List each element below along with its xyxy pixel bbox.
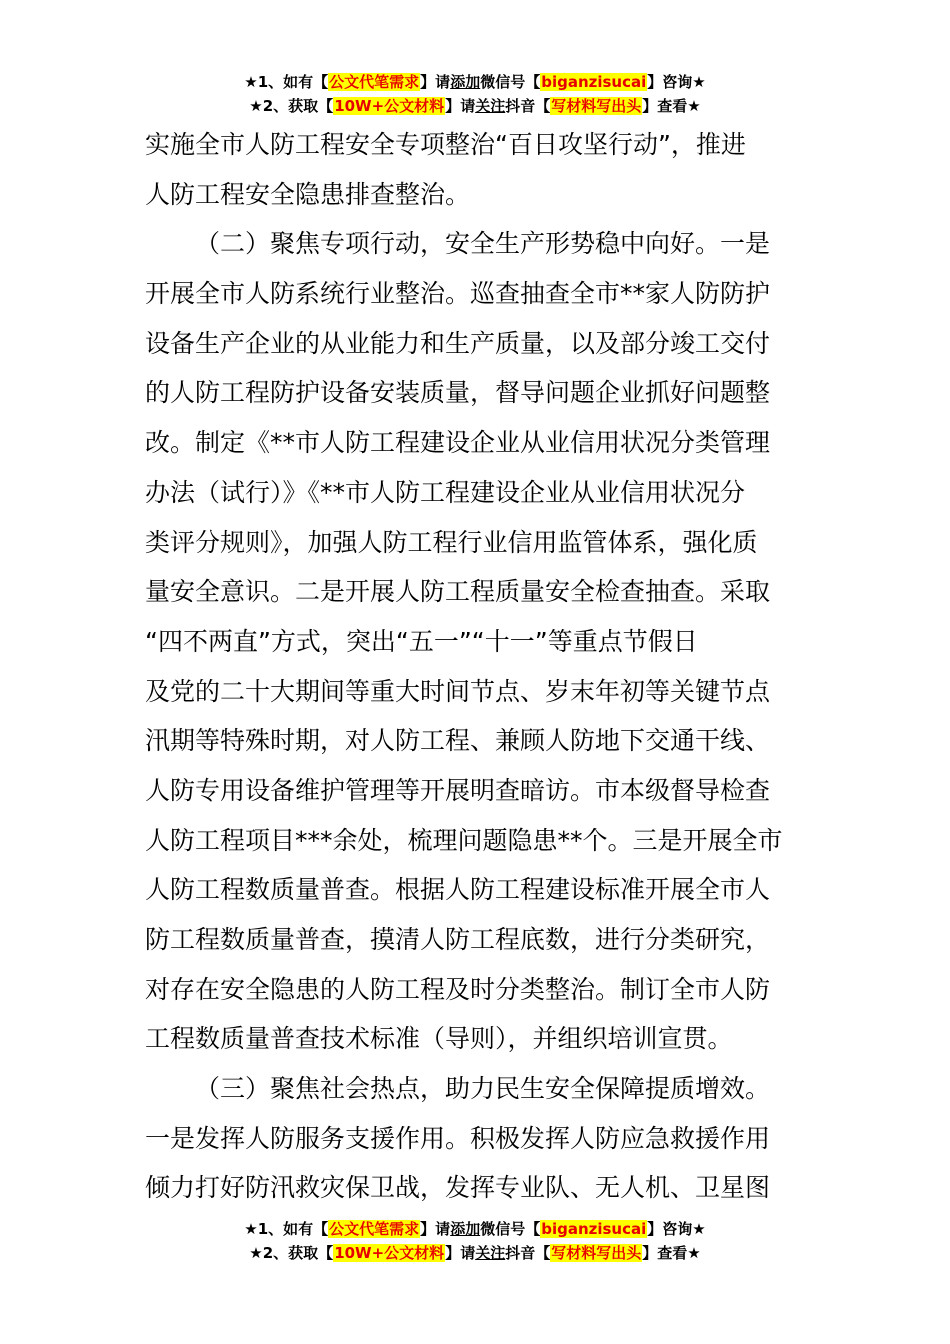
section-heading-line: （三）聚焦社会热点，助力民生安全保障提质增效。 xyxy=(195,1074,771,1104)
body-line: 防工程数质量普查，摸清人防工程底数，进行分类研究， xyxy=(145,925,771,954)
body-line: 人防工程数质量普查。根据人防工程建设标准开展全市人 xyxy=(145,875,771,905)
highlight-text: 写材料写出头 xyxy=(551,1244,642,1262)
banner-line-1: ★1、如有【公文代笔需求】请添加微信号【biganzisucai】咨询★ xyxy=(244,1220,706,1238)
highlight-text: 公文代笔需求 xyxy=(329,1220,420,1238)
body-line: 改。制定《**市人防工程建设企业从业信用状况分类管理 xyxy=(145,428,771,458)
body-line: 人防工程安全隐患排查整治。 xyxy=(145,179,471,209)
footer-banner xyxy=(0,1217,950,1265)
body-line: 倾力打好防汛救灾保卫战，发挥专业队、无人机、卫星图 xyxy=(145,1173,771,1203)
star-icon: ★ xyxy=(244,1220,258,1238)
body-line: 开展全市人防系统行业整治。巡查抽查全市**家人防防护 xyxy=(145,279,771,309)
highlight-text: biganzisucai xyxy=(541,73,647,91)
highlight-text: 10W+公文材料 xyxy=(334,1244,445,1262)
body-line: 设备生产企业的从业能力和生产质量，以及部分竣工交付 xyxy=(145,328,771,358)
star-icon: ★ xyxy=(249,1244,263,1262)
body-line: 人防专用设备维护管理等开展明查暗访。市本级督导检查 xyxy=(145,775,771,805)
document-body xyxy=(145,120,810,1213)
highlight-text: 10W+公文材料 xyxy=(334,97,445,115)
body-line: 量安全意识。二是开展人防工程质量安全检查抽查。采取 xyxy=(145,577,771,607)
banner-line-2: ★2、获取【10W+公文材料】请关注抖音【写材料写出头】查看★ xyxy=(249,97,701,115)
body-line: 工程数质量普查技术标准（导则），并组织培训宣贯。 xyxy=(145,1024,733,1054)
banner-line-1: ★1、如有【公文代笔需求】请添加微信号【biganzisucai】咨询★ xyxy=(244,73,706,91)
body-line: “四不两直”方式，突出“五一”“十一”等重点节假日 xyxy=(145,626,698,656)
star-icon: ★ xyxy=(244,73,258,91)
body-line: 汛期等特殊时期，对人防工程、兼顾人防地下交通干线、 xyxy=(145,726,771,756)
star-icon: ★ xyxy=(249,97,263,115)
body-line: 一是发挥人防服务支援作用。积极发挥人防应急救援作用 xyxy=(145,1123,771,1153)
body-line: 实施全市人防工程安全专项整治“百日攻坚行动”，推进 xyxy=(145,130,746,159)
body-line: 对存在安全隐患的人防工程及时分类整治。制订全市人防 xyxy=(145,974,771,1004)
body-line: 办法（试行）》《**市人防工程建设企业从业信用状况分 xyxy=(145,477,746,507)
banner-line-2: ★2、获取【10W+公文材料】请关注抖音【写材料写出头】查看★ xyxy=(249,1244,701,1262)
header-banner xyxy=(0,70,950,118)
body-line: 及党的二十大期间等重大时间节点、岁末年初等关键节点 xyxy=(145,676,771,706)
highlight-text: 写材料写出头 xyxy=(551,97,642,115)
section-heading-line: （二）聚焦专项行动，安全生产形势稳中向好。一是 xyxy=(195,229,771,259)
body-line: 人防工程项目***余处，梳理问题隐患**个。三是开展全市 xyxy=(145,825,783,855)
highlight-text: 公文代笔需求 xyxy=(329,73,420,91)
body-line: 类评分规则》，加强人防工程行业信用监管体系，强化质 xyxy=(145,527,758,557)
body-line: 的人防工程防护设备安装质量，督导问题企业抓好问题整 xyxy=(145,378,771,408)
highlight-text: biganzisucai xyxy=(541,1220,647,1238)
